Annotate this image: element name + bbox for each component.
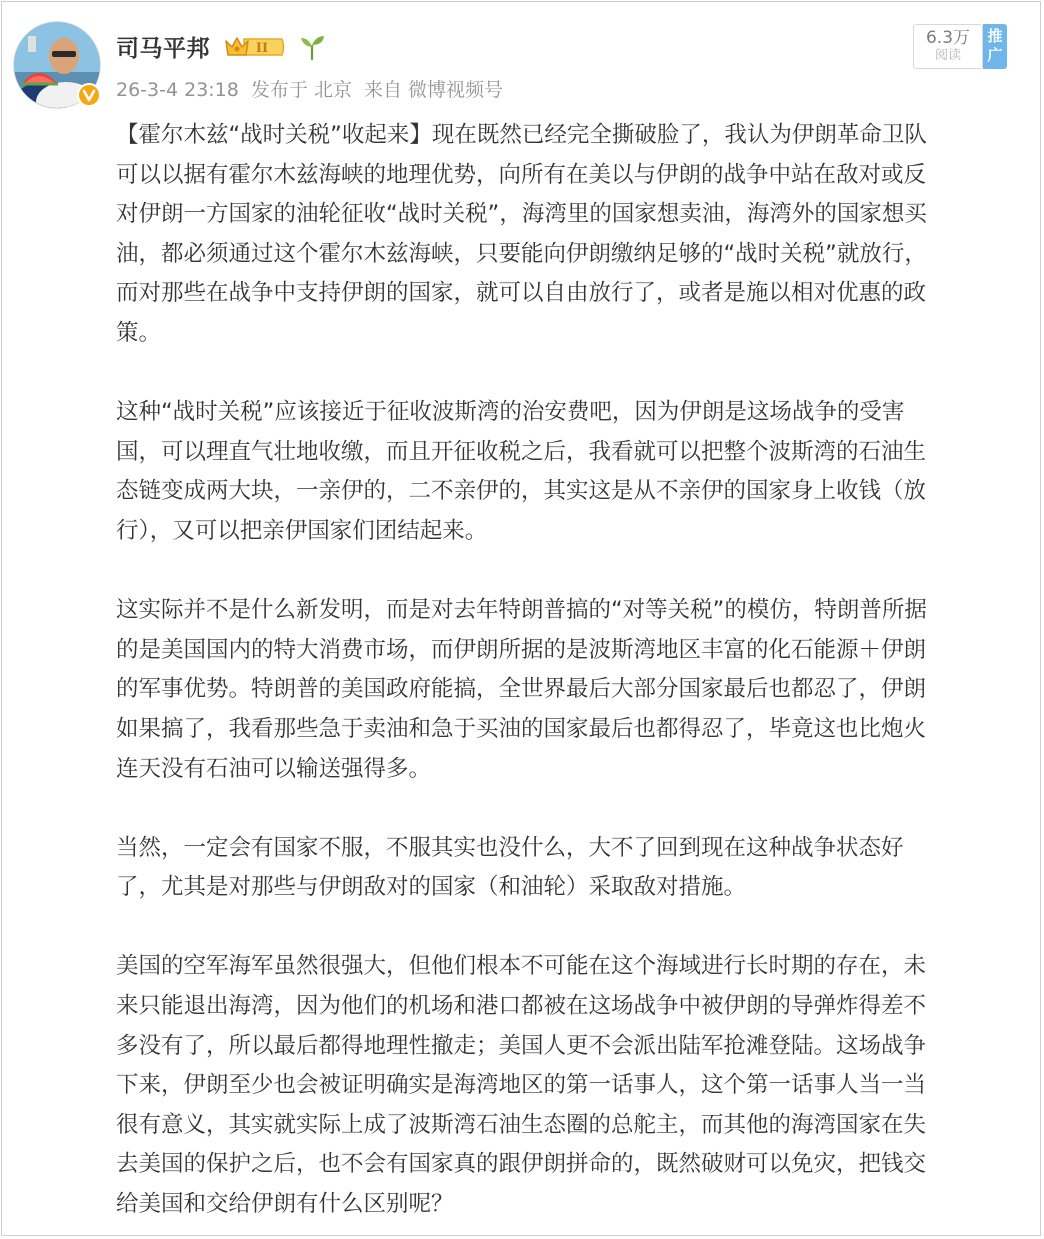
text-line: 如果搞了，我看那些急于卖油和急于买油的国家最后也都得忍了，毕竟这也比炮火	[116, 715, 927, 742]
post-paragraph	[116, 947, 1014, 1224]
text-line: 这实际并不是什么新发明，而是对去年特朗普搞的“对等关税”的模仿，特朗普所据	[116, 597, 927, 624]
text-line: 态链变成两大块，一亲伊的，二不亲伊的，其实这是从不亲伊的国家身上收钱（放	[116, 478, 927, 505]
text-line: 的军事优势。特朗普的美国政府能搞，全世界最后大部分国家最后也都忍了，伊朗	[116, 676, 927, 703]
text-line: 当然，一定会有国家不服，不服其实也没什么，大不了回到现在这种战争状态好	[116, 834, 904, 861]
text-line: 行），又可以把亲伊国家们团结起来。	[116, 517, 488, 544]
read-label: 阅读	[934, 48, 961, 63]
post-body	[116, 116, 1014, 1225]
post-paragraph	[116, 116, 1014, 354]
text-line: 的是美国国内的特大消费市场，而伊朗所据的是波斯湾地区丰富的化石能源＋伊朗	[116, 636, 927, 663]
author-avatar[interactable]	[13, 21, 101, 109]
text-line: 下来，伊朗至少也会被证明确实是海湾地区的第一话事人，这个第一话事人当一当	[116, 1072, 927, 1099]
post-meta	[116, 75, 509, 102]
post-source[interactable]: 来自 微博视频号	[364, 79, 504, 101]
text-line: 美国的空军海军虽然很强大，但他们根本不可能在这个海域进行长时期的存在，未	[116, 953, 927, 980]
post-paragraph	[116, 829, 1014, 908]
post-location: 发布于 北京	[250, 79, 352, 101]
text-line: 这种“战时关税”应该接近于征收波斯湾的治安费吧，因为伊朗是这场战争的受害	[116, 399, 905, 426]
post-paragraph	[116, 393, 1014, 551]
text-line: 对伊朗一方国家的油轮征收“战时关税”，海湾里的国家想卖油，海湾外的国家想买	[116, 201, 927, 228]
post-paragraph	[116, 591, 1014, 789]
read-count: 6.3万	[925, 28, 971, 48]
text-line: 而对那些在战争中支持伊朗的国家，就可以自由放行了，或者是施以相对优惠的政	[116, 280, 927, 307]
text-line: 了，尤其是对那些与伊朗敌对的国家（和油轮）采取敌对措施。	[116, 874, 747, 901]
author-name[interactable]: 司马平邦	[116, 36, 210, 62]
text-line: 油，都必须通过这个霍尔木兹海峡，只要能向伊朗缴纳足够的“战时关税”就放行，	[116, 240, 927, 267]
read-count-box	[913, 24, 983, 69]
sprout-icon[interactable]	[298, 33, 326, 61]
post-time[interactable]: 26-3-4 23:18	[116, 79, 239, 101]
promote-button[interactable]: 推广	[983, 24, 1007, 69]
crown-icon	[224, 34, 286, 60]
text-line: 连天没有石油可以输送强得多。	[116, 755, 432, 782]
text-line: 【霍尔木兹“战时关税”收起来】现在既然已经完全撕破脸了，我认为伊朗革命卫队	[116, 122, 927, 148]
verified-v-icon	[77, 83, 101, 107]
text-line: 很有意义，其实就实际上成了波斯湾石油生态圈的总舵主，而其他的海湾国家在失	[116, 1111, 927, 1138]
text-line: 给美国和交给伊朗有什么区别呢？	[116, 1191, 454, 1218]
text-line: 可以以据有霍尔木兹海峡的地理优势，向所有在美以与伊朗的战争中站在敌对或反	[116, 161, 927, 188]
text-line: 国，可以理直气壮地收缴，而且开征收税之后，我看就可以把整个波斯湾的石油生	[116, 438, 927, 465]
text-line: 去美国的保护之后，也不会有国家真的跟伊朗拼命的，既然破财可以免灾，把钱交	[116, 1151, 927, 1178]
level-badge-text: II	[255, 41, 269, 56]
text-line: 多没有了，所以最后都得地理性撤走；美国人更不会派出陆军抢滩登陆。这场战争	[116, 1032, 927, 1059]
vip-level-badge[interactable]	[224, 34, 286, 60]
text-line: 策。	[116, 319, 162, 346]
text-line: 来只能退出海湾，因为他们的机场和港口都被在这场战争中被伊朗的导弹炸得差不	[116, 993, 927, 1020]
